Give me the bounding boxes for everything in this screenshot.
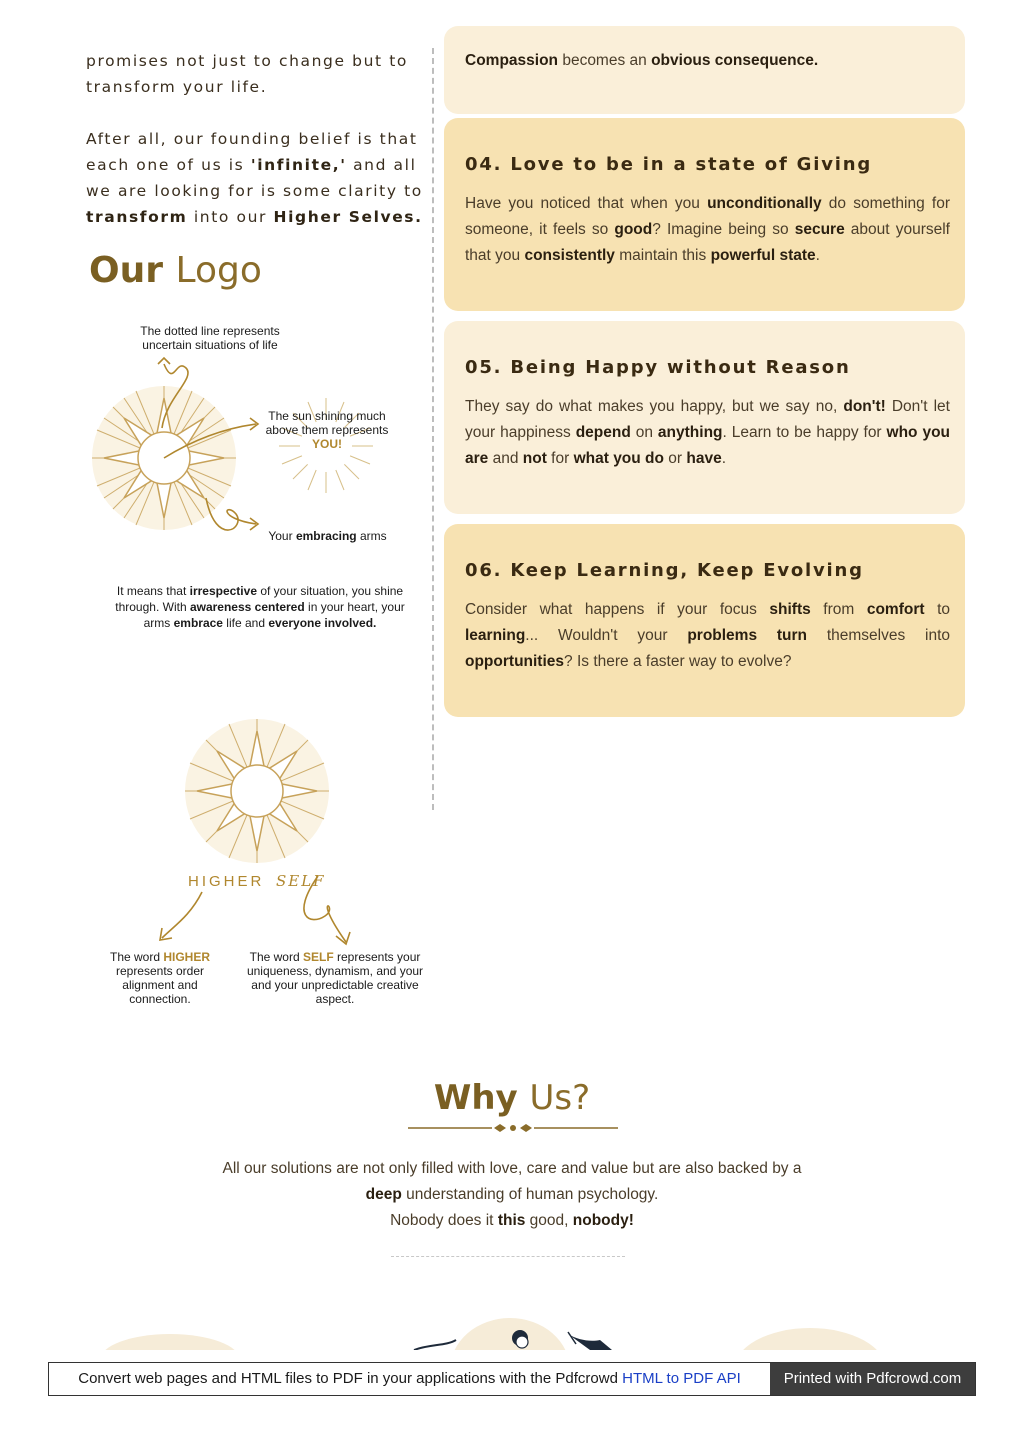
footer-message: [49, 1363, 770, 1395]
text: understanding of human psychology.: [401, 1186, 659, 1203]
bold: secure: [794, 221, 845, 238]
bold: deep: [365, 1186, 402, 1203]
annot-line: uncertain situations of life: [142, 338, 278, 352]
text: . Learn to be happy for: [722, 424, 887, 441]
blob-left-icon: [100, 1334, 240, 1350]
bold: have: [686, 450, 722, 467]
footer-text: Convert web pages and HTML files to PDF in your applications with the Pdfcrowd: [78, 1370, 623, 1387]
wordmark-self: SELF: [276, 872, 326, 890]
text: from: [810, 601, 867, 618]
printed-with-pdfcrowd-link[interactable]: Printed with Pdfcrowd.com: [770, 1363, 975, 1395]
text: All our solutions are not only filled with love, care and value but are also backed by a: [222, 1160, 802, 1177]
higher-self-logo-illustration: [150, 716, 380, 946]
intro-text: and all we are looking for is some clarity to: [86, 156, 423, 200]
card-text: [465, 48, 950, 74]
bold: comfort: [866, 601, 925, 618]
bold: awareness centered: [189, 600, 305, 614]
text: themselves into: [807, 627, 951, 644]
annot-you: YOU!: [312, 437, 342, 451]
intro-text: After all, our founding belief is that each one of us is: [86, 130, 418, 174]
title-bold: Our: [89, 250, 163, 291]
text: in your heart, your arms: [143, 600, 405, 630]
bold: powerful state: [710, 247, 816, 264]
emphasis-infinite: 'infinite,': [250, 156, 347, 174]
bold: learning: [465, 627, 526, 644]
title-rest: Us?: [529, 1078, 591, 1118]
text: The word: [249, 950, 303, 964]
blob-right-icon: [734, 1328, 886, 1350]
card-title: 04. Love to be in a state of Giving: [465, 154, 873, 175]
annotation-sun: [247, 409, 407, 451]
bold: opportunities: [465, 653, 565, 670]
annot-line: The dotted line represents: [140, 324, 280, 338]
text: ? Is there a faster way to evolve?: [564, 653, 792, 670]
annot-bold: embracing: [295, 529, 357, 543]
text: good,: [525, 1212, 573, 1229]
bold: embrace: [173, 616, 223, 630]
intro-text: promises not just to change but to transform your life.: [86, 52, 408, 96]
annot-line: The sun shining much: [268, 409, 386, 423]
bold: unconditionally: [707, 195, 822, 212]
emphasis-transform: transform: [86, 208, 188, 226]
blob-center-icon: [450, 1318, 570, 1350]
text: Don't let your happiness: [465, 398, 950, 441]
bold: this: [497, 1212, 526, 1229]
text: maintain this: [614, 247, 711, 264]
text: of your situation, you shine through. With: [115, 584, 404, 614]
text: represents order alignment and connection.: [115, 964, 205, 1006]
text: It means that: [116, 584, 190, 598]
annotation-self: [242, 950, 428, 1006]
title-rest: Logo: [175, 250, 262, 291]
text: for: [546, 450, 574, 467]
text: or: [664, 450, 687, 467]
text: They say do what makes you happy, but we say no,: [465, 398, 844, 415]
bold: problems turn: [687, 627, 808, 644]
annotation-dotted-line: [110, 324, 310, 352]
ornament-divider-icon: [406, 1120, 620, 1136]
title-bold: Why: [433, 1078, 518, 1118]
card-03-fragment: [444, 26, 965, 114]
text: represents your uniqueness, dynamism, and your and your unpredictable creative aspect.: [246, 950, 424, 1006]
text: life and: [222, 616, 269, 630]
bold: HIGHER: [163, 950, 211, 964]
card-title: 05. Being Happy without Reason: [465, 357, 851, 378]
pdfcrowd-footer: [48, 1362, 976, 1396]
card-title: 06. Keep Learning, Keep Evolving: [465, 560, 864, 581]
text: about yourself that you: [465, 221, 950, 264]
bold: anything: [657, 424, 723, 441]
bold: consistently: [524, 247, 615, 264]
card-text: [465, 191, 950, 269]
text: .: [721, 450, 727, 467]
wordmark-higher: HIGHER: [188, 873, 265, 890]
text: and: [488, 450, 523, 467]
bold: everyone involved.: [268, 616, 377, 630]
intro-paragraph-1: [86, 48, 426, 100]
bold: obvious consequence.: [651, 52, 819, 69]
card-text: [465, 597, 950, 675]
bold: good: [614, 221, 653, 238]
intro-paragraph-2: [86, 126, 426, 230]
sun-logo-icon: [185, 719, 329, 863]
column-divider: [432, 48, 434, 810]
card-text: [465, 394, 950, 472]
card-04: [444, 118, 965, 311]
html-to-pdf-api-link[interactable]: HTML to PDF API: [622, 1370, 741, 1387]
emphasis-higher-selves: Higher Selves.: [273, 208, 423, 226]
annotation-arms: [260, 529, 395, 543]
why-us-text: [162, 1156, 862, 1234]
text: Have you noticed that when you: [465, 195, 708, 212]
card-06: [444, 524, 965, 717]
bold: who you are: [465, 424, 951, 467]
text: becomes an: [558, 52, 652, 69]
logo-meaning-text: [104, 583, 416, 631]
intro-text: into our: [187, 208, 274, 226]
text: Nobody does it: [390, 1212, 498, 1229]
decorative-bottom-shapes: [0, 1300, 1024, 1350]
text: do something for someone, it feels so: [465, 195, 950, 238]
why-us-title: [0, 1078, 1024, 1118]
annot-text: arms: [356, 529, 387, 543]
bold: nobody!: [572, 1212, 634, 1229]
card-05: [444, 321, 965, 514]
bold: don't!: [843, 398, 886, 415]
text: The word: [109, 950, 164, 964]
text: ? Imagine being so: [652, 221, 795, 238]
text: on: [630, 424, 658, 441]
text: ... Wouldn't your: [525, 627, 688, 644]
bold: depend: [575, 424, 631, 441]
bold: SELF: [302, 950, 334, 964]
higher-arrow-icon: [162, 892, 202, 938]
dashed-separator: [391, 1256, 625, 1257]
text: .: [815, 247, 820, 264]
annot-line: above them represents: [265, 423, 389, 437]
bold: what you do: [573, 450, 664, 467]
bold: Compassion: [465, 52, 559, 69]
text: Consider what happens if your focus: [465, 601, 770, 618]
annot-text: Your: [268, 529, 296, 543]
bold: not: [522, 450, 547, 467]
logo-section-title: [89, 250, 262, 291]
annotation-higher: [100, 950, 220, 1006]
text: to: [924, 601, 950, 618]
bold: shifts: [769, 601, 811, 618]
bold: irrespective: [189, 584, 257, 598]
